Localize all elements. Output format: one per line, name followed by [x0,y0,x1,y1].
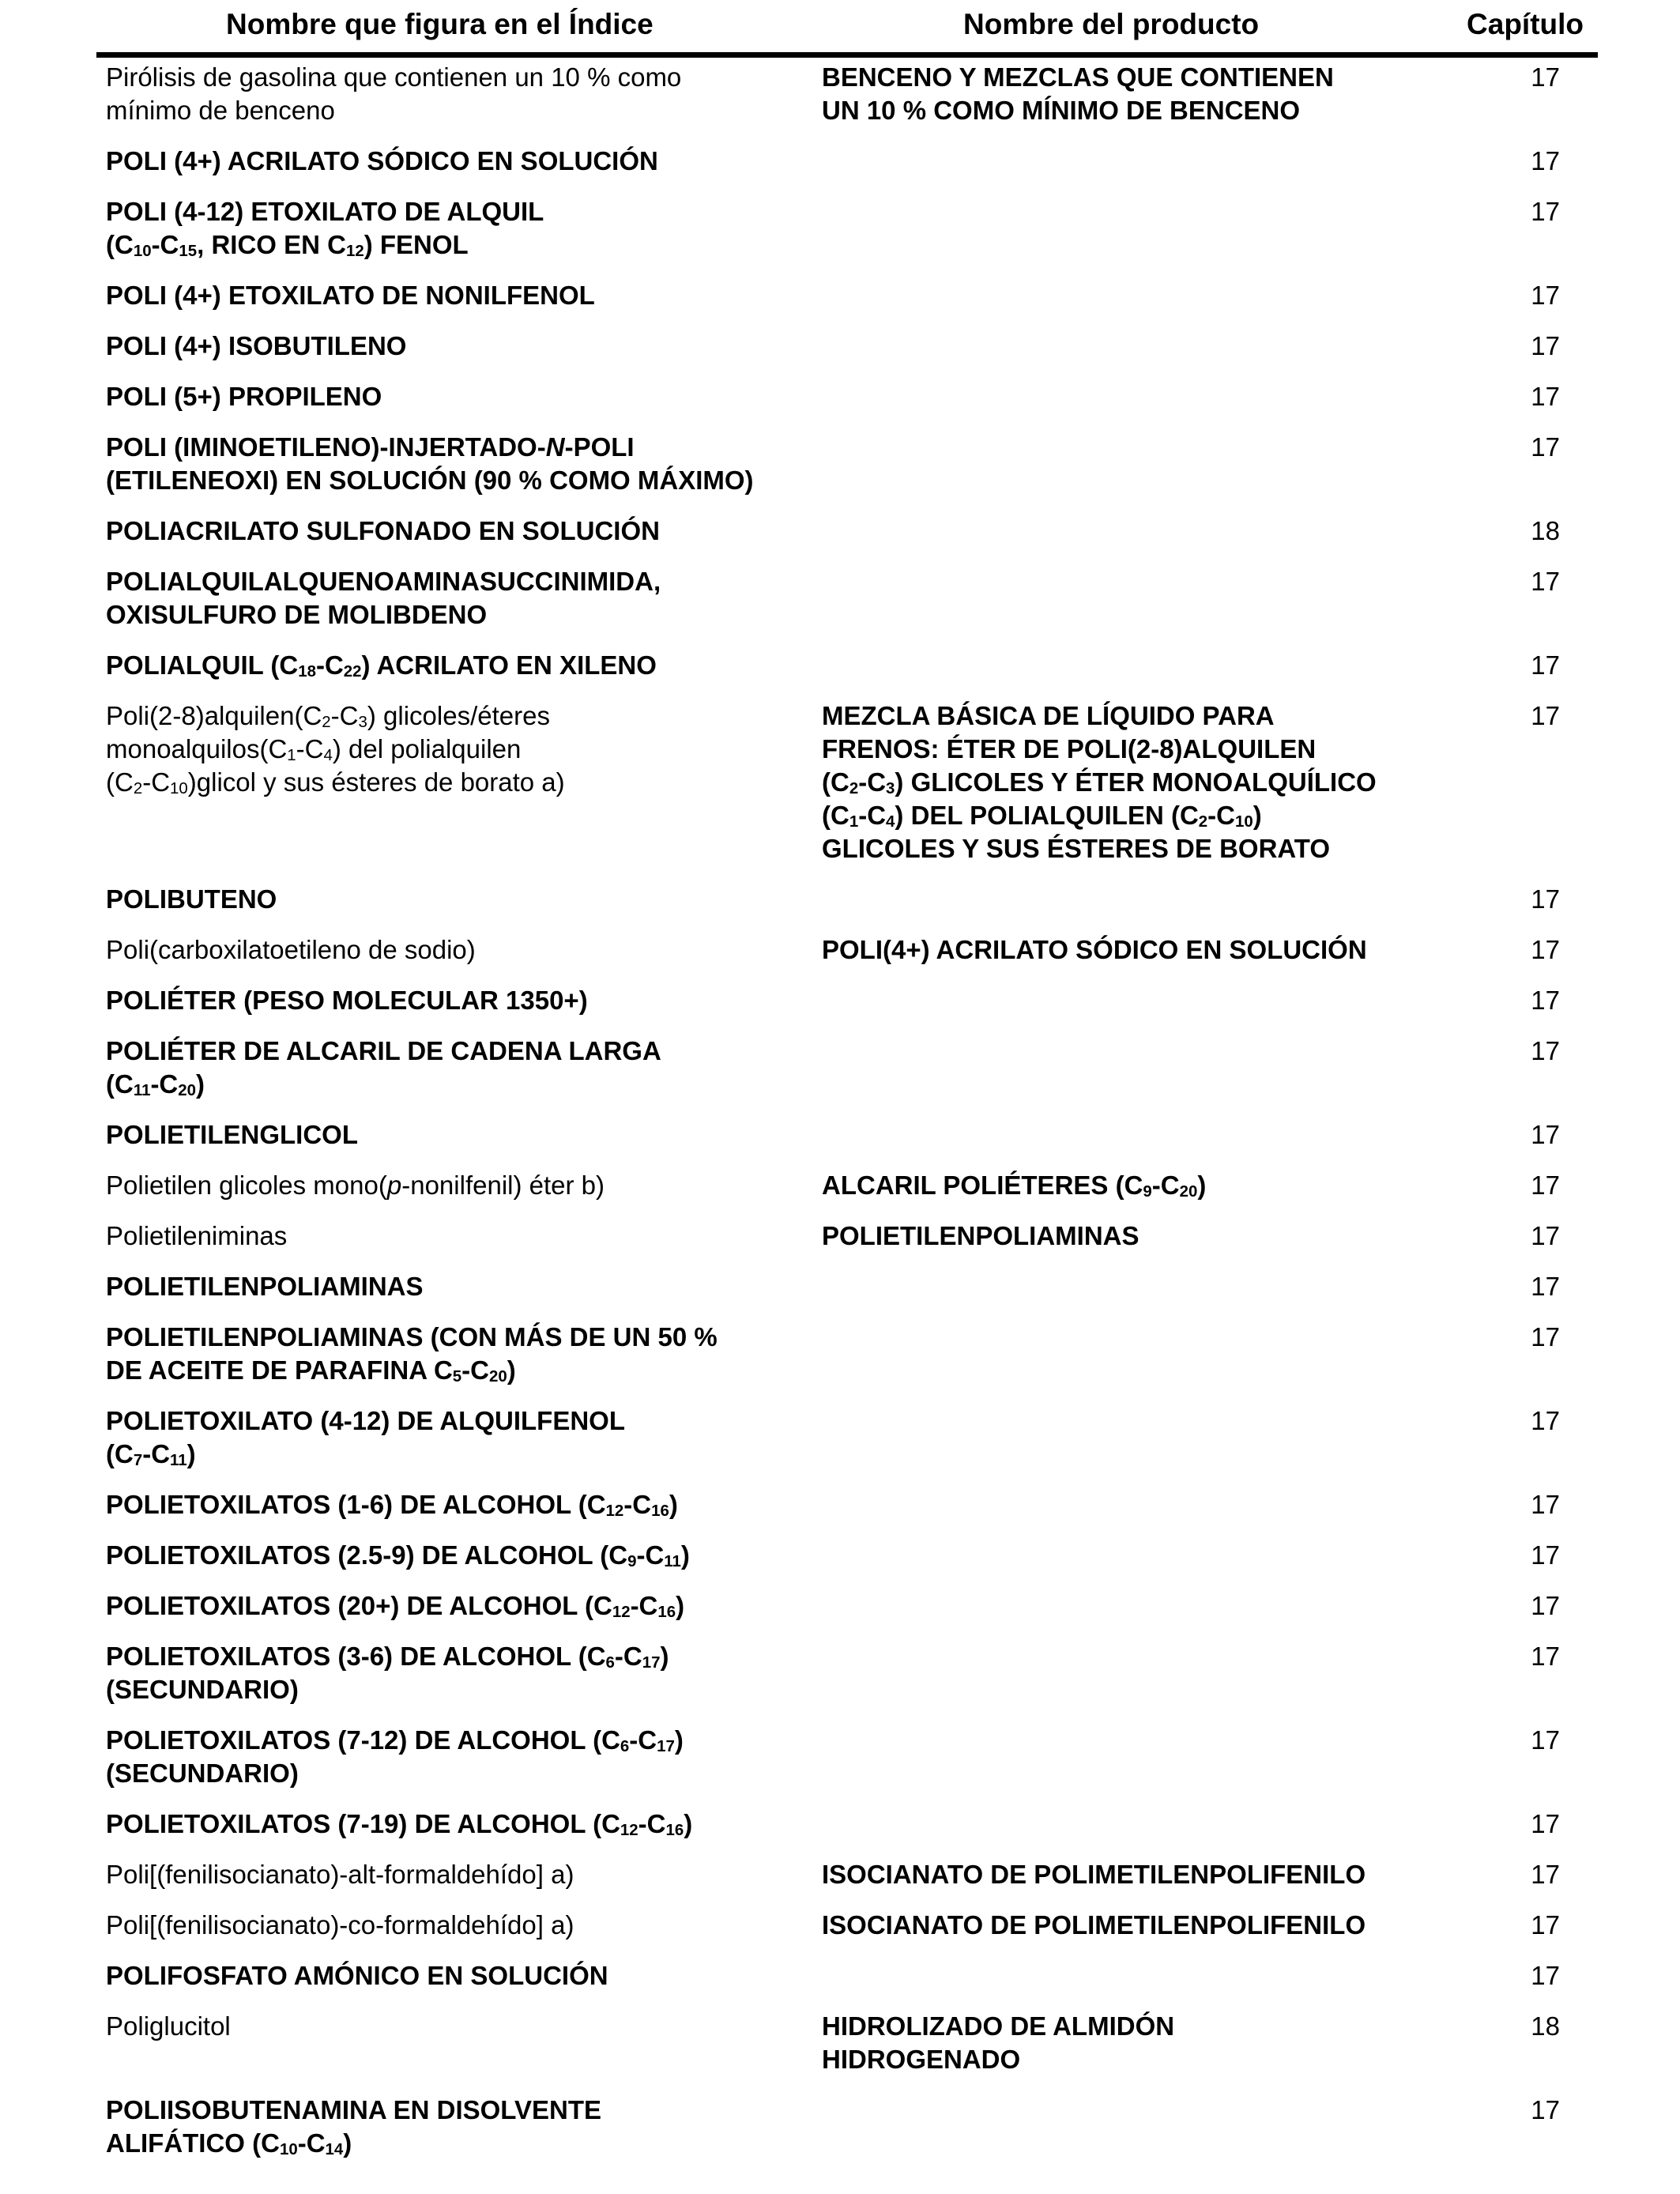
text-line: $Poli(2-8)alquilen(C_2-C_3)$ glicoles/éteres [106,701,550,732]
table-row [0,145,1680,195]
text-line: POLIETILENPOLIAMINAS [106,1272,424,1301]
chapter-cell: 17 [1531,2095,1560,2124]
chapter-cell: 18 [1531,516,1560,545]
table-row [0,279,1680,330]
chapter-cell: 17 [1531,650,1560,680]
index-name-cell [106,515,809,548]
text-line: POLIETOXILATOS (7-19) DE ALCOHOL $(C_{12}-C_{16})$ [106,1809,693,1840]
text-line: POLI (IMINOETILENO)-INJERTADO-N-POLI [106,432,635,462]
table-header [96,0,1598,49]
chapter-cell: 17 [1531,1272,1560,1301]
text-line: UN 10 % COMO MÍNIMO DE BENCENO [822,96,1301,125]
table-row [0,883,1680,933]
text-line: HIDROLIZADO DE ALMIDÓN [822,2011,1175,2041]
text-line: POLIETOXILATOS (7-12) DE ALCOHOL $(C_6-C_{17})$ [106,1725,684,1756]
index-name-cell [106,1321,809,1387]
table-row [0,195,1680,279]
table-row [0,1270,1680,1321]
text-line: OXISULFURO DE MOLIBDENO [106,600,488,629]
text-line: POLIETOXILATOS (2.5-9) DE ALCOHOL $(C_9-C_{11})$ [106,1540,690,1571]
product-name-cell [822,1169,1470,1202]
index-name-cell [106,565,809,631]
index-name-cell [106,2010,809,2043]
index-name-cell [106,1488,809,1521]
table-row [0,1858,1680,1909]
text-line: (SECUNDARIO) [106,1759,299,1788]
text-line: (SECUNDARIO) [106,1675,299,1704]
chapter-cell: 17 [1531,935,1560,964]
table-row [0,1035,1680,1118]
header-rule [96,52,1598,58]
text-line: POLIÉTER DE ALCARIL DE CADENA LARGA [106,1036,661,1065]
chapter-cell: 17 [1531,197,1560,226]
table-row [0,1589,1680,1640]
chapter-cell: 17 [1531,1725,1560,1755]
chapter-cell: 17 [1531,986,1560,1015]
table-row [0,2094,1680,2177]
index-name-cell [106,984,809,1017]
header-index-name: Nombre que figura en el Índice [226,8,654,40]
text-line: POLI (4-12) ETOXILATO DE ALQUIL [106,197,544,226]
text-line: POLI (5+) PROPILENO [106,382,382,411]
index-name-cell [106,1035,809,1101]
text-line: POLIETILENPOLIAMINAS (CON MÁS DE UN 50 % [106,1322,718,1351]
text-line: POLIETOXILATOS (3-6) DE ALCOHOL $(C_6-C_{17})$ [106,1642,669,1672]
product-name-cell [822,2010,1470,2076]
index-name-cell [106,1909,809,1942]
text-line: MEZCLA BÁSICA DE LÍQUIDO PARA [822,701,1275,730]
table-row [0,565,1680,649]
product-name-cell [822,1858,1470,1891]
text-line: ALIFÁTICO $(C_{10}-C_{14})$ [106,2128,352,2159]
table-row [0,1404,1680,1488]
text-line: POLIALQUILALQUENOAMINASUCCINIMIDA, [106,567,661,596]
chapter-cell: 17 [1531,1221,1560,1250]
index-name-cell [106,330,809,363]
product-name-cell [822,1220,1470,1253]
text-line: POLIETOXILATOS (20+) DE ALCOHOL $(C_{12}-C_{16})$ [106,1591,685,1622]
index-name-cell [106,883,809,916]
text-line: POLIISOBUTENAMINA EN DISOLVENTE [106,2095,602,2124]
table-row [0,330,1680,380]
index-name-cell [106,145,809,178]
chapter-cell: 17 [1531,382,1560,411]
chapter-cell: 17 [1531,1036,1560,1065]
text-line: $(C_2-C_3)$ GLICOLES Y ÉTER MONOALQUÍLICO [822,767,1377,798]
chapter-cell: 17 [1531,1120,1560,1149]
text-line: mínimo de benceno [106,96,335,125]
text-line: POLI (4+) ISOBUTILENO [106,331,407,360]
table-row [0,933,1680,984]
text-line: POLIBUTENO [106,884,277,914]
index-name-cell [106,1539,809,1572]
table-row [0,431,1680,515]
table-row [0,515,1680,565]
header-chapter: Capítulo [1467,8,1584,40]
text-line: POLIÉTER (PESO MOLECULAR 1350+) [106,986,588,1015]
chapter-cell: 17 [1531,432,1560,462]
chapter-cell: 17 [1531,1171,1560,1200]
index-name-cell [106,1808,809,1841]
text-line: DE ACEITE DE PARAFINA $C_5-C_{20}$) [106,1355,516,1386]
table-row [0,1169,1680,1220]
text-line: Polietilen glicoles mono(p-nonilfenil) éter b) [106,1171,605,1200]
chapter-cell: 17 [1531,1490,1560,1519]
product-name-cell [822,933,1470,967]
text-line: ($C_{10}-C_{15}$, RICO EN $C_{12}$) FENOL [106,230,469,261]
index-name-cell [106,933,809,967]
product-name-cell [822,699,1470,865]
text-line: $monoalquilos(C_1-C_4)$ del polialquilen [106,734,522,765]
text-line: HIDROGENADO [822,2045,1021,2074]
table-body [0,61,1680,2177]
index-name-cell [106,1270,809,1303]
text-line: $(C_2-C_{10})glicol$ y sus ésteres de borato a) [106,767,565,798]
index-name-cell [106,195,809,262]
index-name-cell [106,380,809,413]
product-name-cell [822,61,1470,127]
table-row [0,699,1680,883]
table-row [0,1640,1680,1724]
text-line: GLICOLES Y SUS ÉSTERES DE BORATO [822,834,1331,863]
chapter-cell: 17 [1531,146,1560,175]
chapter-cell: 17 [1531,281,1560,310]
table-row [0,380,1680,431]
text-line: POLIALQUIL $(C_{18}-C_{22})$ ACRILATO EN XILENO [106,650,657,681]
text-line: POLIFOSFATO AMÓNICO EN SOLUCIÓN [106,1961,608,1990]
table-row [0,1724,1680,1808]
index-name-cell [106,1724,809,1790]
table-row [0,1118,1680,1169]
chapter-cell: 17 [1531,62,1560,92]
index-name-cell [106,1589,809,1623]
table-row [0,1959,1680,2010]
table-row [0,2010,1680,2094]
text-line: POLI (4+) ACRILATO SÓDICO EN SOLUCIÓN [106,146,658,175]
chapter-cell: 17 [1531,701,1560,730]
index-name-cell [106,1220,809,1253]
text-line: Polietileniminas [106,1221,288,1250]
table-row [0,61,1680,145]
text-line: POLIACRILATO SULFONADO EN SOLUCIÓN [106,516,660,545]
text-line: ISOCIANATO DE POLIMETILENPOLIFENILO [822,1910,1366,1940]
text-line: Poliglucitol [106,2011,231,2041]
text-line: ALCARIL POLIÉTERES $(C_9-C_{20})$ [822,1171,1207,1201]
text-line: POLIETOXILATOS (1-6) DE ALCOHOL $(C_{12}-C_{16})$ [106,1490,678,1521]
chapter-cell: 17 [1531,1406,1560,1435]
text-line: BENCENO Y MEZCLAS QUE CONTIENEN [822,62,1334,92]
chapter-cell: 17 [1531,1322,1560,1351]
product-name-cell [822,1909,1470,1942]
index-name-cell [106,1959,809,1992]
text-line: POLI (4+) ETOXILATO DE NONILFENOL [106,281,595,310]
index-name-cell [106,2094,809,2160]
header-product-name: Nombre del producto [963,8,1260,40]
text-line: Poli[(fenilisocianato)-alt-formaldehído] a) [106,1860,574,1889]
index-name-cell [106,279,809,312]
text-line: Poli[(fenilisocianato)-co-formaldehído] a) [106,1910,574,1940]
text-line: $(C_7-C_{11})$ [106,1439,196,1470]
text-line: Pirólisis de gasolina que contienen un 10 % como [106,62,682,92]
chapter-cell: 17 [1531,1642,1560,1671]
index-name-cell [106,61,809,127]
index-name-cell [106,1118,809,1152]
table-row [0,1539,1680,1589]
text-line: $(C_1-C_4)$ DEL POLIALQUILEN $(C_2-C_{10})$ [822,801,1262,831]
text-line: POLIETILENPOLIAMINAS [822,1221,1139,1250]
index-name-cell [106,649,809,682]
text-line: POLI(4+) ACRILATO SÓDICO EN SOLUCIÓN [822,935,1367,964]
text-line: Poli(carboxilatoetileno de sodio) [106,935,476,964]
chapter-cell: 17 [1531,884,1560,914]
table-row [0,1488,1680,1539]
chapter-cell: 17 [1531,1591,1560,1620]
text-line: POLIETOXILATO (4-12) DE ALQUILFENOL [106,1406,625,1435]
table-row [0,1321,1680,1404]
text-line: FRENOS: ÉTER DE POLI(2-8)ALQUILEN [822,734,1317,763]
chapter-cell: 17 [1531,1809,1560,1838]
chapter-cell: 17 [1531,1860,1560,1889]
index-name-cell [106,1858,809,1891]
table-row [0,649,1680,699]
index-name-cell [106,1169,809,1202]
index-name-cell [106,1640,809,1706]
index-name-cell [106,1404,809,1471]
text-line: POLIETILENGLICOL [106,1120,358,1149]
chapter-cell: 17 [1531,1910,1560,1940]
text-line: ISOCIANATO DE POLIMETILENPOLIFENILO [822,1860,1366,1889]
text-line: (ETILENEOXI) EN SOLUCIÓN (90 % COMO MÁXIMO) [106,466,754,495]
chapter-cell: 17 [1531,331,1560,360]
index-name-cell [106,699,809,799]
chapter-cell: 17 [1531,567,1560,596]
chapter-cell: 17 [1531,1540,1560,1570]
chapter-cell: 17 [1531,1961,1560,1990]
index-name-cell [106,431,809,497]
table-row [0,1808,1680,1858]
table-row [0,1220,1680,1270]
text-line: $(C_{11}-C_{20})$ [106,1069,205,1100]
table-row [0,1909,1680,1959]
chapter-cell: 18 [1531,2011,1560,2041]
table-row [0,984,1680,1035]
